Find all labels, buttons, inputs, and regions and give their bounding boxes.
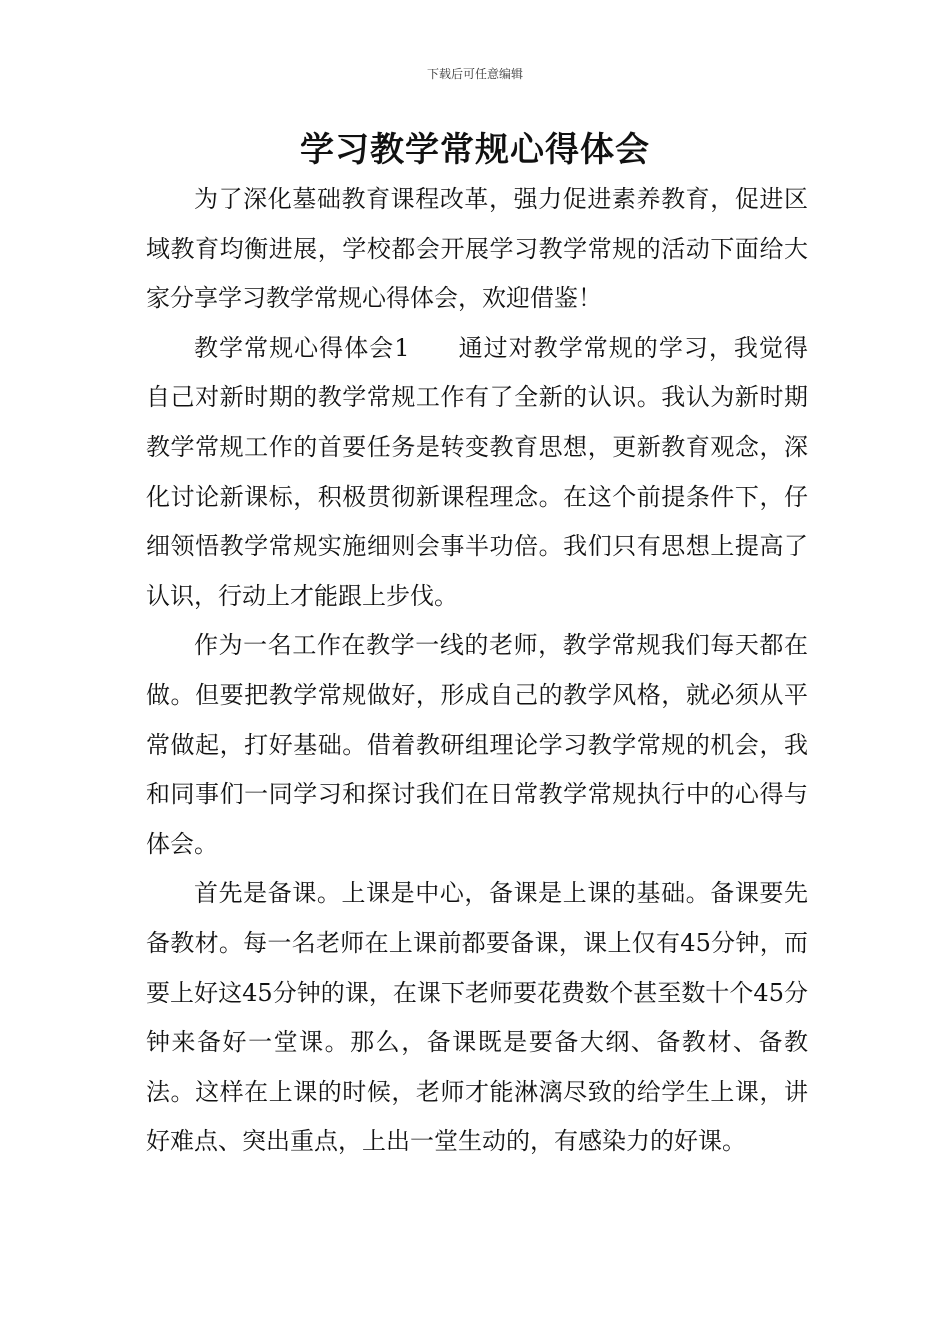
paragraph-intro: 为了深化墓础教育课程改革，强力促进素养教育，促进区域教育均衡进展，学校都会开展学习教学常规的活动下面给大家分享学习教学常规心得体会，欢迎借鉴！	[146, 185, 808, 313]
paragraph-section-1	[146, 324, 808, 622]
document-body	[146, 175, 808, 1167]
header-note: 下载后可任意编辑	[426, 67, 523, 81]
section-heading: 教学常规心得体会1	[194, 333, 410, 362]
paragraph-teacher-role: 作为一名工作在教学一线的老师，教学常规我们每天都在做。但要把教学常规做好，形成自己的教学风格，就必须从平常做起，打好基础。借着教研组理论学习教学常规的机会，我和同事们一同学习和探讨我们在日常教学常规执行中的心得与体会。	[146, 631, 808, 858]
document-title: 学习教学常规心得体会	[300, 130, 650, 170]
paragraph-lesson-prep: 首先是备课。上课是中心，备课是上课的基础。备课要先备教材。每一名老师在上课前都要备课，课上仅有45分钟，而要上好这45分钟的课，在课下老师要花费数个甚至数十个45分钟来备好一堂课。那么，备课既是要备大纲、备教材、备教法。这样在上课的时候，老师才能淋漓尽致的给学生上课，讲好难点、突出重点，上出一堂生动的，有感染力的好课。	[146, 879, 808, 1156]
section-text: 通过对教学常规的学习，我觉得自己对新时期的教学常规工作有了全新的认识。我认为新时期教学常规工作的首要任务是转变教育思想，更新教育观念，深化讨论新课标，积极贯彻新课程理念。在这个前提条件下，仔细领悟教学常规实施细则会事半功倍。我们只有思想上提高了认识，行动上才能跟上步伐。	[146, 333, 808, 610]
